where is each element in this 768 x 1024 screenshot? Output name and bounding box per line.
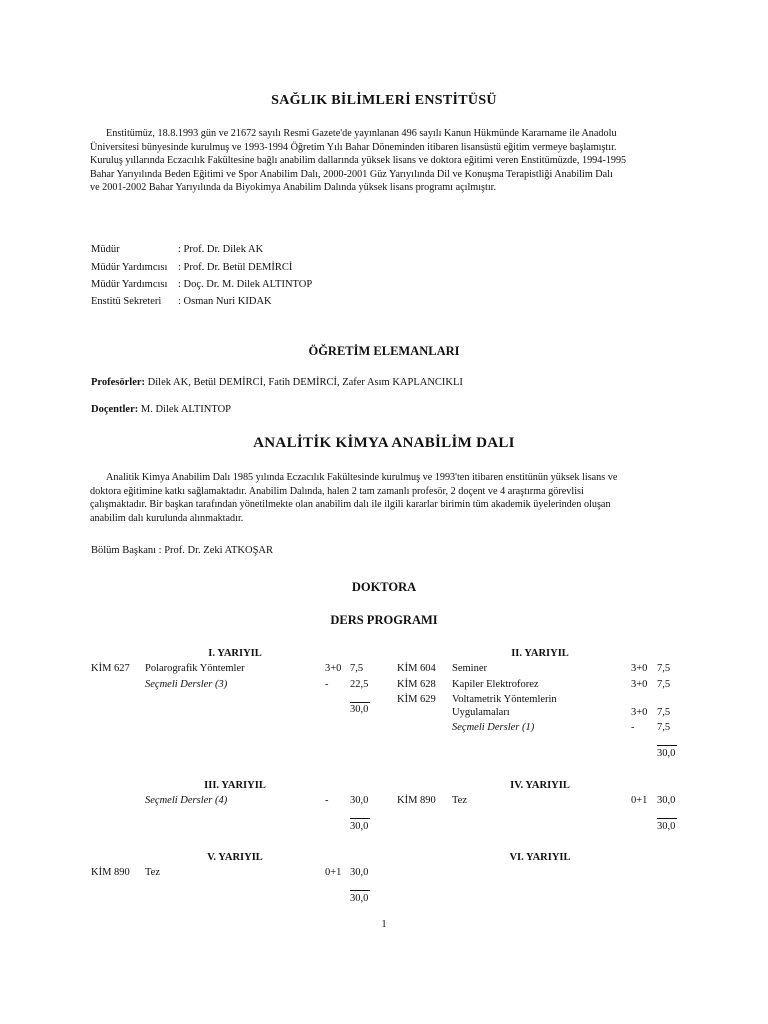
staff-role: Enstitü Sekreteri bbox=[91, 296, 162, 307]
faculty-heading: ÖĞRETİM ELEMANLARI bbox=[308, 344, 460, 358]
intro-line: Enstitümüz, 18.8.1993 gün ve 21672 sayılı Resmi Gazete'de yayınlanan 496 sayılı Kanun Hükmünde Kararname ile Anadolu bbox=[106, 128, 617, 139]
semester-total: 30,0 bbox=[350, 893, 369, 904]
course-hours: 3+0 bbox=[631, 663, 648, 674]
course-name: Seminer bbox=[452, 663, 487, 674]
course-hours: 0+1 bbox=[631, 795, 648, 806]
course-code: KİM 629 bbox=[397, 694, 436, 705]
department-line: doktora eğitimine katkı sağlamaktadır. Anabilim Dalında, halen 2 tam zamanlı profesör, 2 doçent ve 4 araştırma görevlisi bbox=[90, 485, 584, 497]
semester-total: 30,0 bbox=[657, 821, 676, 832]
semester-title: V. YARIYIL bbox=[207, 852, 263, 863]
course-name: Seçmeli Dersler (3) bbox=[145, 679, 228, 690]
department-heading: ANALİTİK KİMYA ANABİLİM DALI bbox=[253, 435, 515, 451]
intro-paragraph bbox=[90, 127, 680, 195]
course-credit: 7,5 bbox=[657, 679, 671, 690]
associates-label: Doçentler: bbox=[91, 404, 139, 415]
course-code: KİM 628 bbox=[397, 679, 436, 690]
course-hours: 3+0 bbox=[325, 663, 342, 674]
head-of-department: Bölüm Başkanı : Prof. Dr. Zeki ATKOŞAR bbox=[91, 545, 274, 556]
staff-role: Müdür Yardımcısı bbox=[91, 279, 168, 290]
department-paragraph bbox=[90, 471, 680, 525]
course-credit: 7,5 bbox=[657, 707, 671, 718]
course-name-continued: Uygulamaları bbox=[452, 707, 510, 718]
course-hours: - bbox=[631, 722, 635, 733]
staff-name: : Prof. Dr. Betül DEMİRCİ bbox=[178, 262, 293, 273]
sum-line bbox=[657, 745, 677, 746]
course-hours: 0+1 bbox=[325, 867, 342, 878]
course-name: Kapiler Elektroforez bbox=[452, 679, 539, 690]
department-line: anabilim dalı kurulunda alınmaktadır. bbox=[90, 512, 244, 524]
course-credit: 30,0 bbox=[350, 867, 369, 878]
staff-row bbox=[91, 279, 312, 290]
department-line: Analitik Kimya Anabilim Dalı 1985 yılında Eczacılık Fakültesinde kurulmuş ve 1993'ten itibaren enstitünün yüksek lisans ve bbox=[106, 472, 618, 483]
professors-names: Dilek AK, Betül DEMİRCİ, Fatih DEMİRCİ, Zafer Asım KAPLANCIKLI bbox=[147, 377, 463, 388]
course-code: KİM 604 bbox=[397, 663, 436, 674]
intro-line: Bahar Yarıyılında Beden Eğitimi ve Spor Anabilim Dalı, 2000-2001 Güz Yarıyılında Dil ve Konuşma Terapistliği Anabilim Dalı bbox=[90, 168, 613, 180]
course-name: Voltametrik Yöntemlerin bbox=[452, 694, 557, 705]
course-name: Tez bbox=[145, 867, 161, 878]
sum-line bbox=[657, 818, 677, 819]
institute-title: SAĞLIK BİLİMLERİ ENSTİTÜSÜ bbox=[271, 93, 497, 108]
staff-role: Müdür bbox=[91, 244, 120, 255]
course-code: KİM 890 bbox=[91, 867, 130, 878]
course-hours: - bbox=[325, 795, 329, 806]
curriculum-heading: DERS PROGRAMI bbox=[330, 613, 438, 627]
sum-line bbox=[350, 702, 370, 703]
semester-title: II. YARIYIL bbox=[511, 648, 569, 659]
staff-row bbox=[91, 262, 292, 273]
intro-line: Kuruluş yıllarında Eczacılık Fakültesine bağlı anabilim dallarında yüksek lisans ve doktora eğitimi veren Enstitümüzde, 1994-1995 bbox=[90, 155, 627, 167]
course-credit: 30,0 bbox=[657, 795, 676, 806]
course-credit: 7,5 bbox=[350, 663, 364, 674]
course-credit: 7,5 bbox=[657, 663, 671, 674]
associates-names: M. Dilek ALTINTOP bbox=[140, 404, 231, 415]
course-name: Seçmeli Dersler (1) bbox=[452, 722, 535, 733]
sum-line bbox=[350, 890, 370, 891]
professors-line bbox=[91, 377, 463, 388]
staff-name: : Prof. Dr. Dilek AK bbox=[178, 244, 264, 255]
staff-name: : Osman Nuri KIDAK bbox=[178, 296, 272, 307]
program-heading: DOKTORA bbox=[351, 580, 417, 594]
staff-name: : Doç. Dr. M. Dilek ALTINTOP bbox=[178, 279, 313, 290]
course-hours: 3+0 bbox=[631, 707, 648, 718]
staff-row bbox=[91, 296, 272, 307]
professors-label: Profesörler: bbox=[91, 377, 146, 388]
semester-title: VI. YARIYIL bbox=[509, 852, 571, 863]
semester-total: 30,0 bbox=[657, 748, 676, 759]
course-code: KİM 890 bbox=[397, 795, 436, 806]
course-name: Seçmeli Dersler (4) bbox=[145, 795, 228, 806]
course-credit: 22,5 bbox=[350, 679, 369, 690]
page-number: 1 bbox=[381, 919, 387, 930]
semester-title: III. YARIYIL bbox=[204, 780, 266, 791]
course-credit: 7,5 bbox=[657, 722, 671, 733]
staff-row bbox=[91, 244, 263, 255]
sum-line bbox=[350, 818, 370, 819]
course-credit: 30,0 bbox=[350, 795, 369, 806]
associates-line bbox=[91, 404, 231, 415]
intro-line: Üniversitesi bünyesinde kurulmuş ve 1993-1994 Öğretim Yılı Bahar Döneminden itibaren lisansüstü eğitim vermeye başlamıştır. bbox=[90, 141, 617, 153]
course-code: KİM 627 bbox=[91, 663, 130, 674]
intro-line: ve 2001-2002 Bahar Yarıyılında da Biyokimya Anabilim Dalında yüksek lisans programı açılmıştır. bbox=[90, 182, 497, 194]
semester-title: I. YARIYIL bbox=[208, 648, 262, 659]
course-hours: - bbox=[325, 679, 329, 690]
course-name: Polarografik Yöntemler bbox=[145, 663, 245, 674]
course-hours: 3+0 bbox=[631, 679, 648, 690]
semester-total: 30,0 bbox=[350, 704, 369, 715]
course-name: Tez bbox=[452, 795, 468, 806]
semester-total: 30,0 bbox=[350, 821, 369, 832]
semester-title: IV. YARIYIL bbox=[510, 780, 570, 791]
staff-role: Müdür Yardımcısı bbox=[91, 262, 168, 273]
department-line: çalışmaktadır. Bir başkan tarafından yönetilmekte olan anabilim dalı ile ilgili kararlar birimin tüm akademik üyelerinden oluşan bbox=[90, 499, 611, 511]
